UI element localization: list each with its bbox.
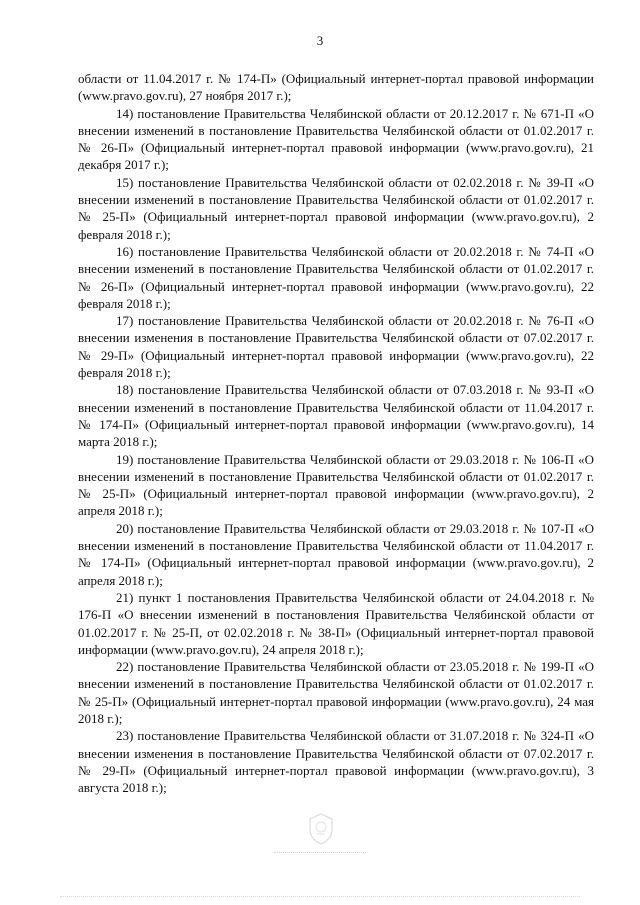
scan-artifact-line [60, 896, 580, 898]
list-item-20: 20) постановление Правительства Челябинской области от 29.03.2018 г. № 107-П «О внесении изменений в постановление Правительства Челябинской области от 11.04.2017 г. № 174-П» (Официальный интернет-портал правовой информации (www.pravo.gov.ru), 2 апреля 2018 г.); [78, 520, 594, 588]
paragraph-continuation: области от 11.04.2017 г. № 174-П» (Официальный интернет-портал правовой информации (www.pravo.gov.ru), 27 ноября 2017 г.); [78, 71, 594, 104]
list-item-23: 23) постановление Правительства Челябинской области от 31.07.2018 г. № 324-П «О внесении изменения в постановление Правительства Челябинской области от 07.02.2017 г. № 29-П» (Официальный интернет-портал правовой информации (www.pravo.gov.ru), 3 августа 2018 г.); [78, 728, 594, 796]
faint-signature-line [274, 852, 366, 854]
emblem-watermark-icon [306, 812, 336, 846]
document-body [78, 70, 594, 796]
list-item-19: 19) постановление Правительства Челябинской области от 29.03.2018 г. № 106-П «О внесении изменений в постановление Правительства Челябинской области от 01.02.2017 г. № 25-П» (Официальный интернет-портал правовой информации (www.pravo.gov.ru), 2 апреля 2018 г.); [78, 451, 594, 519]
list-item-22: 22) постановление Правительства Челябинской области от 23.05.2018 г. № 199-П «О внесении изменений в постановление Правительства Челябинской области от 01.02.2017 г. № 25-П» (Официальный интернет-портал правовой информации (www.pravo.gov.ru), 24 мая 2018 г.); [78, 659, 594, 726]
list-item-16: 16) постановление Правительства Челябинской области от 20.02.2018 г. № 74-П «О внесении изменений в постановление Правительства Челябинской области от 01.02.2017 г. № 26-П» (Официальный интернет-портал правовой информации (www.pravo.gov.ru), 22 февраля 2018 г.); [78, 243, 594, 311]
list-item-14: 14) постановление Правительства Челябинской области от 20.12.2017 г. № 671-П «О внесении изменений в постановление Правительства Челябинской области от 01.02.2017 г. № 26-П» (Официальный интернет-портал правовой информации (www.pravo.gov.ru), 21 декабря 2017 г.); [78, 105, 594, 173]
list-item-21: 21) пункт 1 постановления Правительства Челябинской области от 24.04.2018 г. № 176-П «О внесении изменений в постановления Правительства Челябинской области от 01.02.2017 г. № 25-П, от 02.02.2018 г. № 38-П» (Официальный интернет-портал правовой информации (www.pravo.gov.ru), 24 апреля 2018 г.); [78, 589, 594, 657]
page-number: 3 [316, 33, 324, 48]
list-item-17: 17) постановление Правительства Челябинской области от 20.02.2018 г. № 76-П «О внесении изменения в постановление Правительства Челябинской области от 07.02.2017 г. № 29-П» (Официальный интернет-портал правовой информации (www.pravo.gov.ru), 22 февраля 2018 г.); [78, 313, 594, 381]
list-item-18: 18) постановление Правительства Челябинской области от 07.03.2018 г. № 93-П «О внесении изменений в постановление Правительства Челябинской области от 11.04.2017 г. № 174-П» (Официальный интернет-портал правовой информации (www.pravo.gov.ru), 14 марта 2018 г.); [78, 382, 594, 450]
list-item-15: 15) постановление Правительства Челябинской области от 02.02.2018 г. № 39-П «О внесении изменений в постановление Правительства Челябинской области от 01.02.2017 г. № 25-П» (Официальный интернет-портал правовой информации (www.pravo.gov.ru), 2 февраля 2018 г.); [78, 174, 594, 242]
